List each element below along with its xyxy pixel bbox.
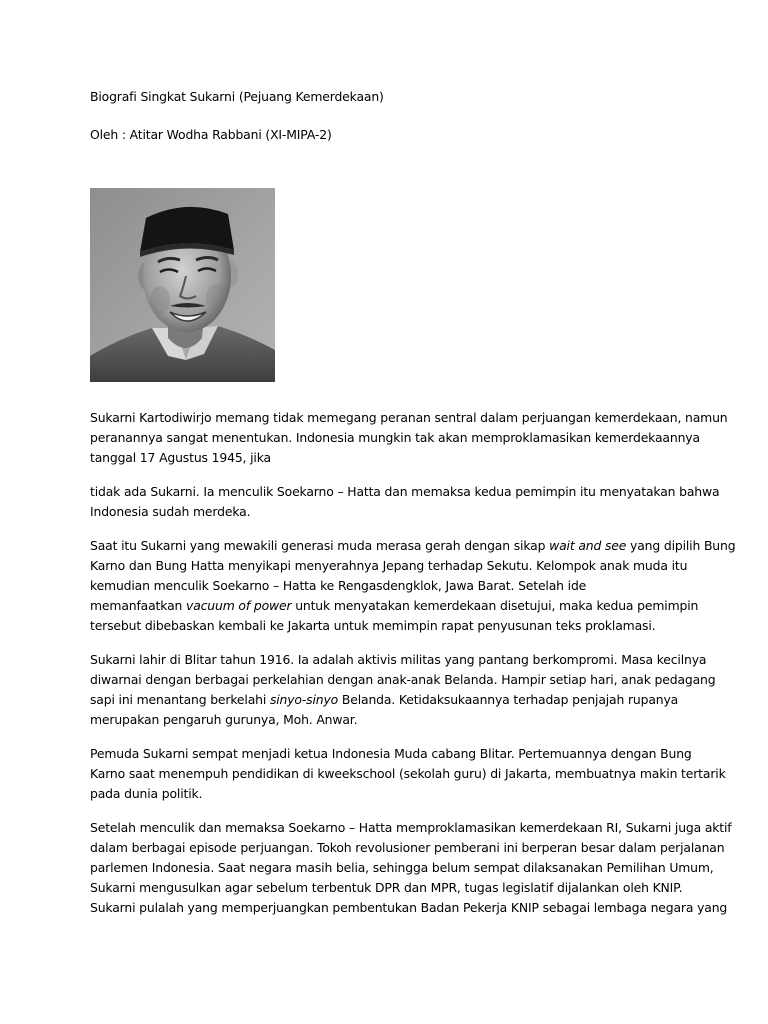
paragraph-3 [90,536,736,636]
portrait-photo [90,188,275,382]
text-segment: sapi ini menantang berkelahi [90,692,270,707]
text-line: parlemen Indonesia. Saat negara masih belia, sehingga belum sempat dilaksanakan Pemilihan Umum, [90,860,714,875]
text-line: Sukarni lahir di Blitar tahun 1916. Ia adalah aktivis militas yang pantang berkompromi. Masa kecilnya [90,652,707,667]
text-line: Setelah menculik dan memaksa Soekarno – Hatta memproklamasikan kemerdekaan RI, Sukarni juga aktif [90,820,732,835]
text-segment: Saat itu Sukarni yang mewakili generasi muda merasa gerah dengan sikap [90,538,550,553]
italic-phrase: sinyo-sinyo [269,692,339,707]
text-line: tidak ada Sukarni. Ia menculik Soekarno – Hatta dan memaksa kedua pemimpin itu menyatakan bahwa [90,484,720,499]
text-line: Pemuda Sukarni sempat menjadi ketua Indonesia Muda cabang Blitar. Pertemuannya dengan Bung [90,746,692,761]
paragraph-6 [90,818,732,918]
text-segment: Belanda. Ketidaksukaannya terhadap penjajah rupanya [338,692,679,707]
text-line [90,690,690,710]
italic-phrase: wait and see [549,538,627,553]
article-body [90,408,736,918]
document-page [90,88,736,932]
text-segment: memanfaatkan [90,598,187,613]
text-line: Sukarni pulalah yang memperjuangkan pembentukan Badan Pekerja KNIP sebagai lembaga negara yang [90,900,728,915]
paragraph-2 [90,482,720,522]
text-line: pada dunia politik. [90,786,203,801]
text-line: diwarnai dengan berbagai perkelahian dengan anak-anak Belanda. Hampir setiap hari, anak pedagang [90,672,716,687]
italic-phrase: vacuum of power [186,598,292,613]
text-line: kemudian menculik Soekarno – Hatta ke Rengasdengklok, Jawa Barat. Setelah ide [90,578,587,593]
text-line: tanggal 17 Agustus 1945, jika [90,450,271,465]
text-line: Indonesia sudah merdeka. [90,504,251,519]
paragraph-5 [90,744,726,804]
text-line [90,536,736,556]
text-segment: yang dipilih Bung [626,538,736,553]
text-line: merupakan pengaruh gurunya, Moh. Anwar. [90,712,358,727]
document-author: Oleh : Atitar Wodha Rabbani (XI-MIPA-2) [90,127,332,142]
text-line: Sukarni mengusulkan agar sebelum terbentuk DPR dan MPR, tugas legislatif dijalankan oleh KNIP. [90,880,683,895]
text-segment: untuk menyatakan kemerdekaan disetujui, maka kedua pemimpin [291,598,699,613]
document-title: Biografi Singkat Sukarni (Pejuang Kemerdekaan) [90,89,384,104]
text-line: Sukarni Kartodiwirjo memang tidak memegang peranan sentral dalam perjuangan kemerdekaan, namun [90,410,728,425]
text-line: peranannya sangat menentukan. Indonesia mungkin tak akan memproklamasikan kemerdekaannya [90,430,700,445]
paragraph-4 [90,650,716,730]
text-line: tersebut dibebaskan kembali ke Jakarta untuk memimpin rapat penyusunan teks proklamasi. [90,618,656,633]
text-line: Karno saat menempuh pendidikan di kweekschool (sekolah guru) di Jakarta, membuatnya makin tertarik [90,766,726,781]
text-line: Karno dan Bung Hatta menyikapi menyerahnya Jepang terhadap Sekutu. Kelompok anak muda itu [90,558,688,573]
paragraph-1 [90,408,728,468]
text-line [90,596,699,616]
text-line: dalam berbagai episode perjuangan. Tokoh revolusioner pemberani ini berperan besar dalam perjalanan [90,840,725,855]
